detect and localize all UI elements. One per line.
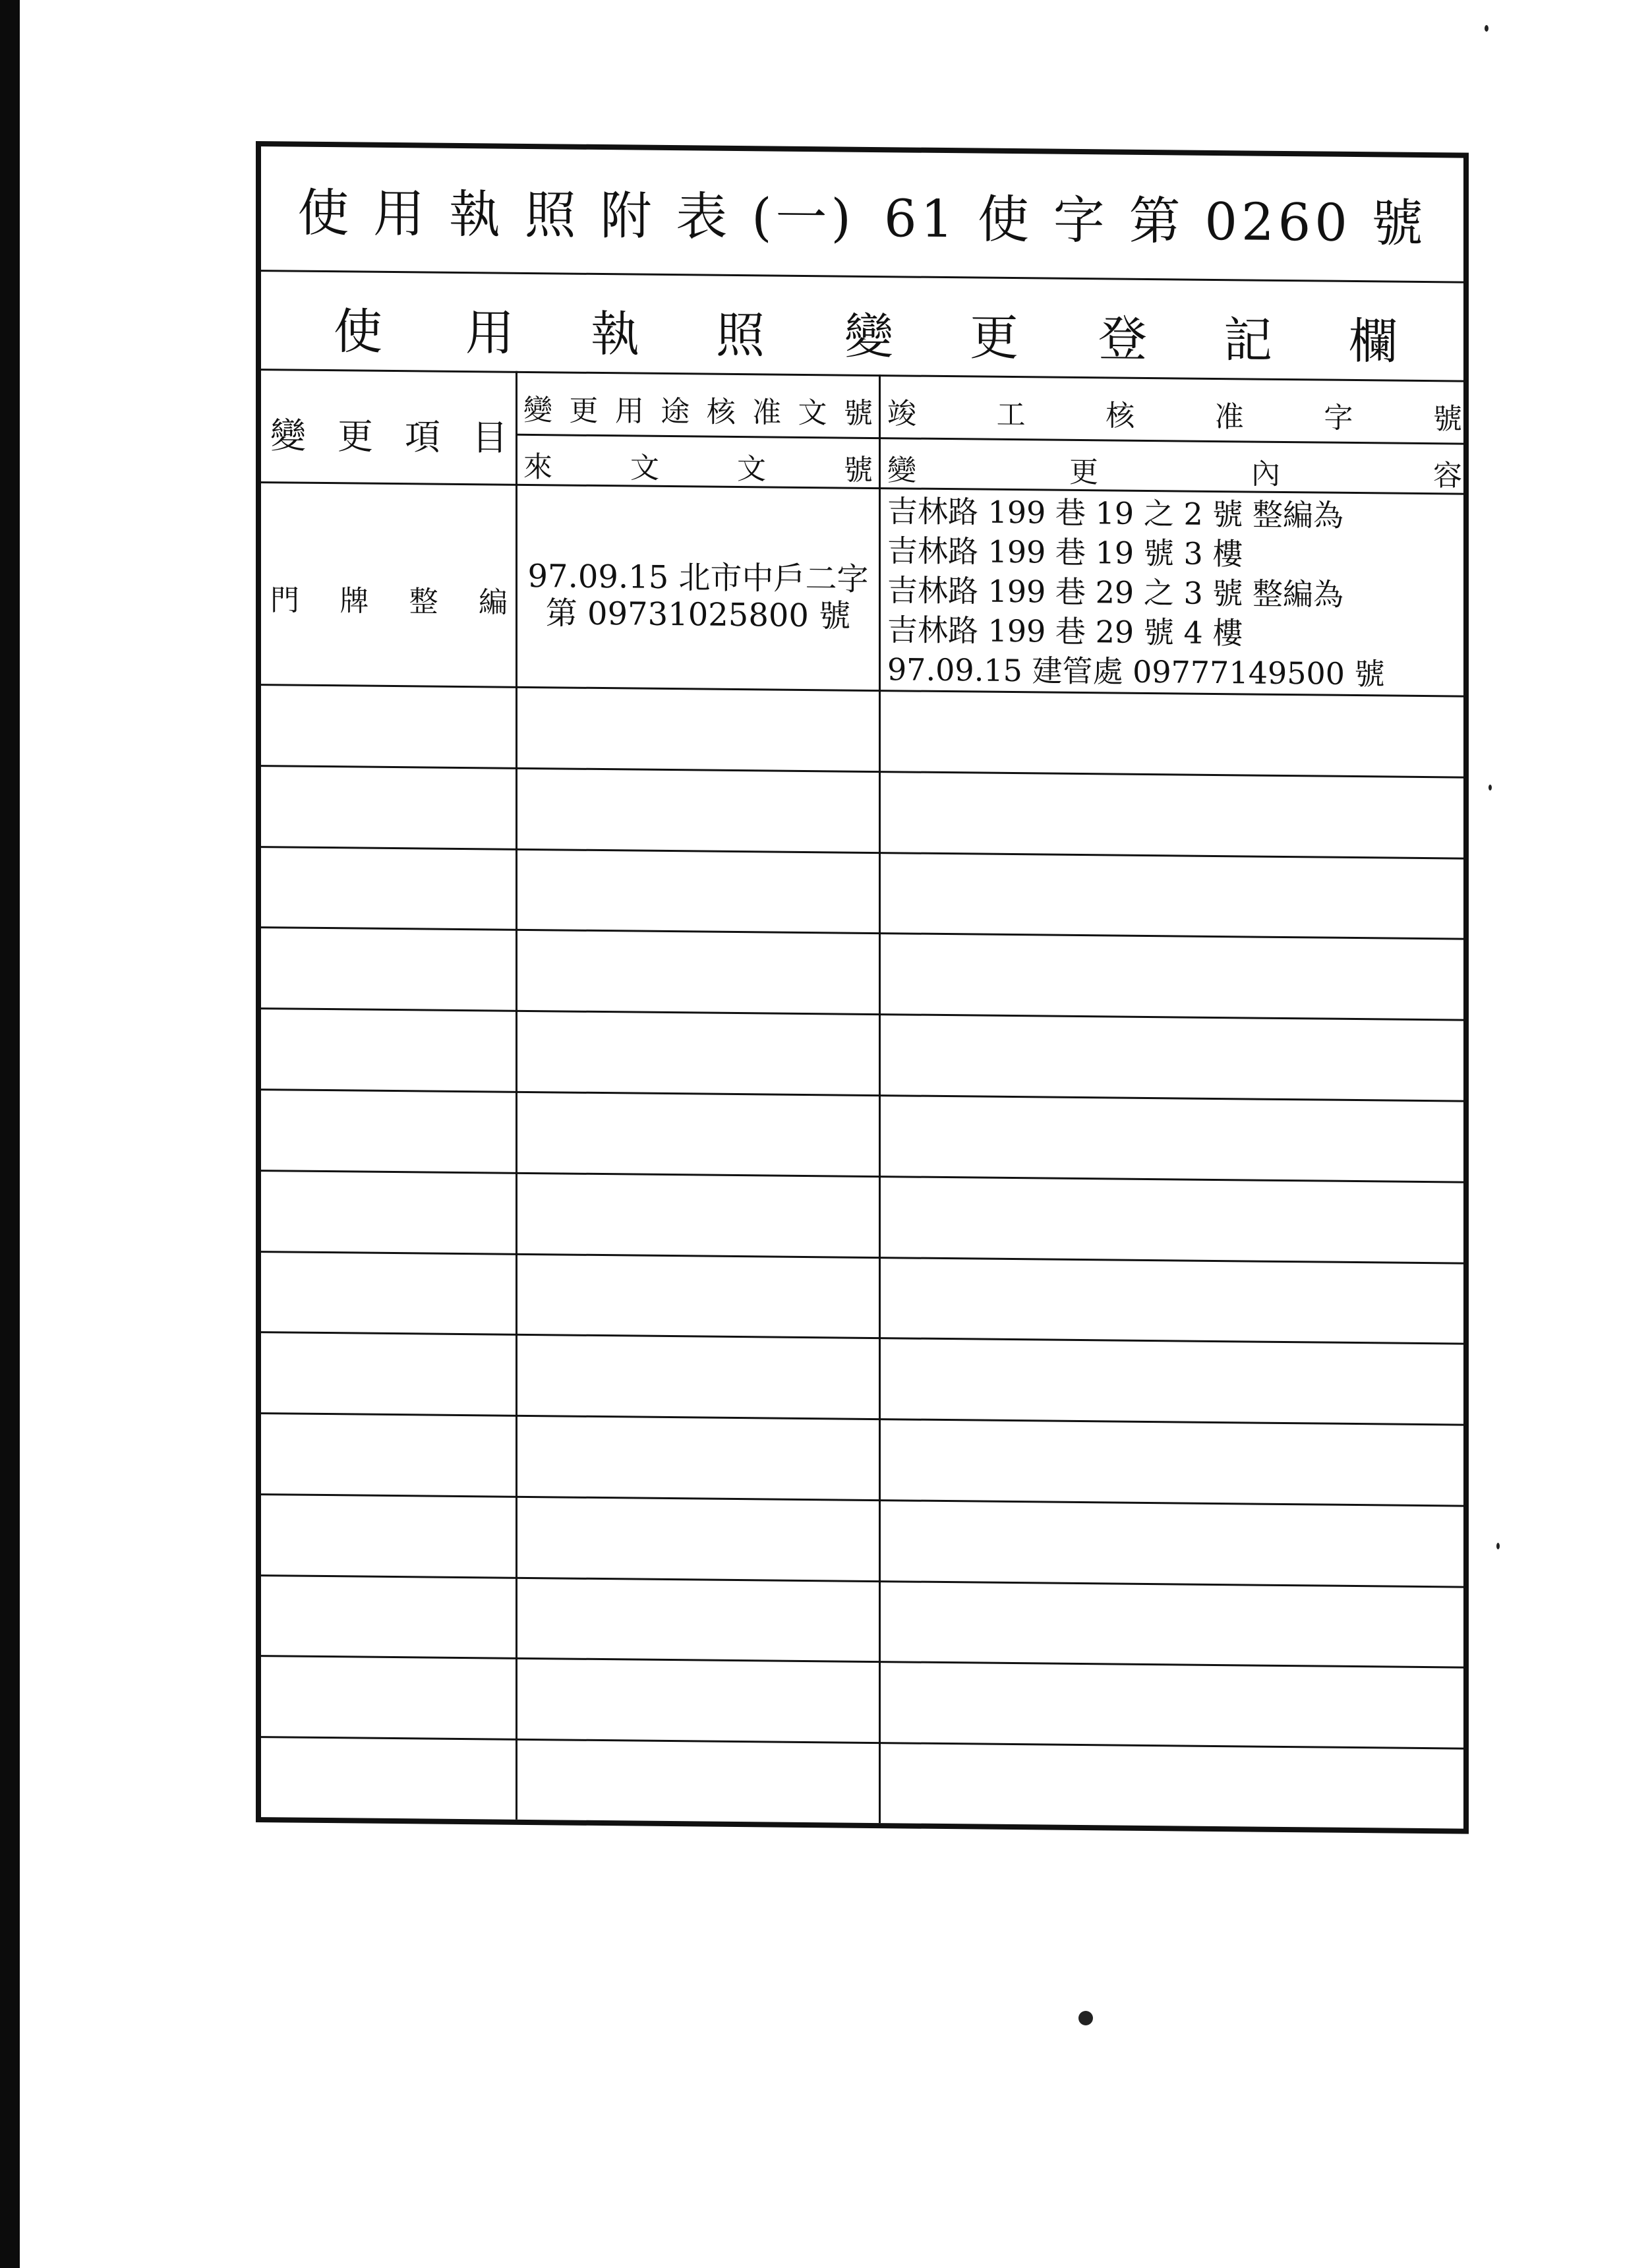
row-line <box>261 846 1463 860</box>
header-completion-approval-no: 竣 工 核 准 字 號 <box>887 397 1462 436</box>
row-line <box>261 1412 1463 1426</box>
row-line <box>261 1089 1463 1102</box>
subtitle-char: 記 <box>1223 312 1272 369</box>
row-line <box>261 1655 1463 1669</box>
subtitle-char: 欄 <box>1349 313 1398 371</box>
subtitle-char: 使 <box>334 303 382 361</box>
column-divider <box>516 371 517 1820</box>
permit-number: 61 使 字 第 0260 號 <box>883 189 1427 254</box>
header-incoming-doc-no: 來 文 文 號 <box>523 450 873 487</box>
subtitle-char: 更 <box>970 309 1018 367</box>
row-line <box>261 765 1463 779</box>
scan-speck <box>1488 785 1492 791</box>
permit-annex-form <box>256 141 1469 1834</box>
content-line: 吉林路 199 巷 19 之 2 號 整編為 <box>887 493 1343 533</box>
scan-speck <box>1496 1543 1500 1549</box>
row-line <box>261 1331 1463 1345</box>
row-line <box>261 1736 1463 1750</box>
scan-edge <box>0 0 20 2268</box>
subtitle-char: 變 <box>844 308 893 366</box>
row-change-content <box>887 491 1462 694</box>
header-change-item: 變 更 項 目 <box>270 415 508 459</box>
row-line <box>261 1007 1463 1021</box>
form-title <box>261 146 1463 284</box>
row-line <box>261 1170 1463 1183</box>
row-line <box>261 926 1463 940</box>
doc-line: 第 09731025800 號 <box>545 595 851 635</box>
content-line: 吉林路 199 巷 29 之 3 號 整編為 <box>887 572 1343 612</box>
subtitle-char: 照 <box>716 307 765 365</box>
row-change-item: 門 牌 整 編 <box>270 583 508 620</box>
row-line <box>261 1493 1463 1507</box>
subtitle-char: 執 <box>591 305 639 363</box>
content-line: 吉林路 199 巷 19 號 3 樓 <box>887 533 1243 572</box>
scan-speck <box>1078 2011 1093 2025</box>
subtitle-char: 用 <box>465 305 514 362</box>
column-divider <box>879 374 881 1823</box>
scan-speck <box>1485 25 1488 32</box>
row-line <box>261 1251 1463 1265</box>
row-line <box>261 1574 1463 1588</box>
form-title-left: 使 用 執 照 附 表 (一) <box>297 183 855 249</box>
content-line: 97.09.15 建管處 09777149500 號 <box>887 651 1385 692</box>
header-approval-doc-no: 變 更 用 途 核 准 文 號 <box>523 393 873 431</box>
form-subtitle <box>261 270 1463 382</box>
row-incoming-doc <box>523 558 873 635</box>
doc-line: 97.09.15 北市中戶二字 <box>527 557 869 598</box>
subtitle-char: 登 <box>1098 311 1147 368</box>
header-change-content: 變 更 內 容 <box>887 454 1462 493</box>
content-line: 吉林路 199 巷 29 號 4 樓 <box>887 612 1243 651</box>
